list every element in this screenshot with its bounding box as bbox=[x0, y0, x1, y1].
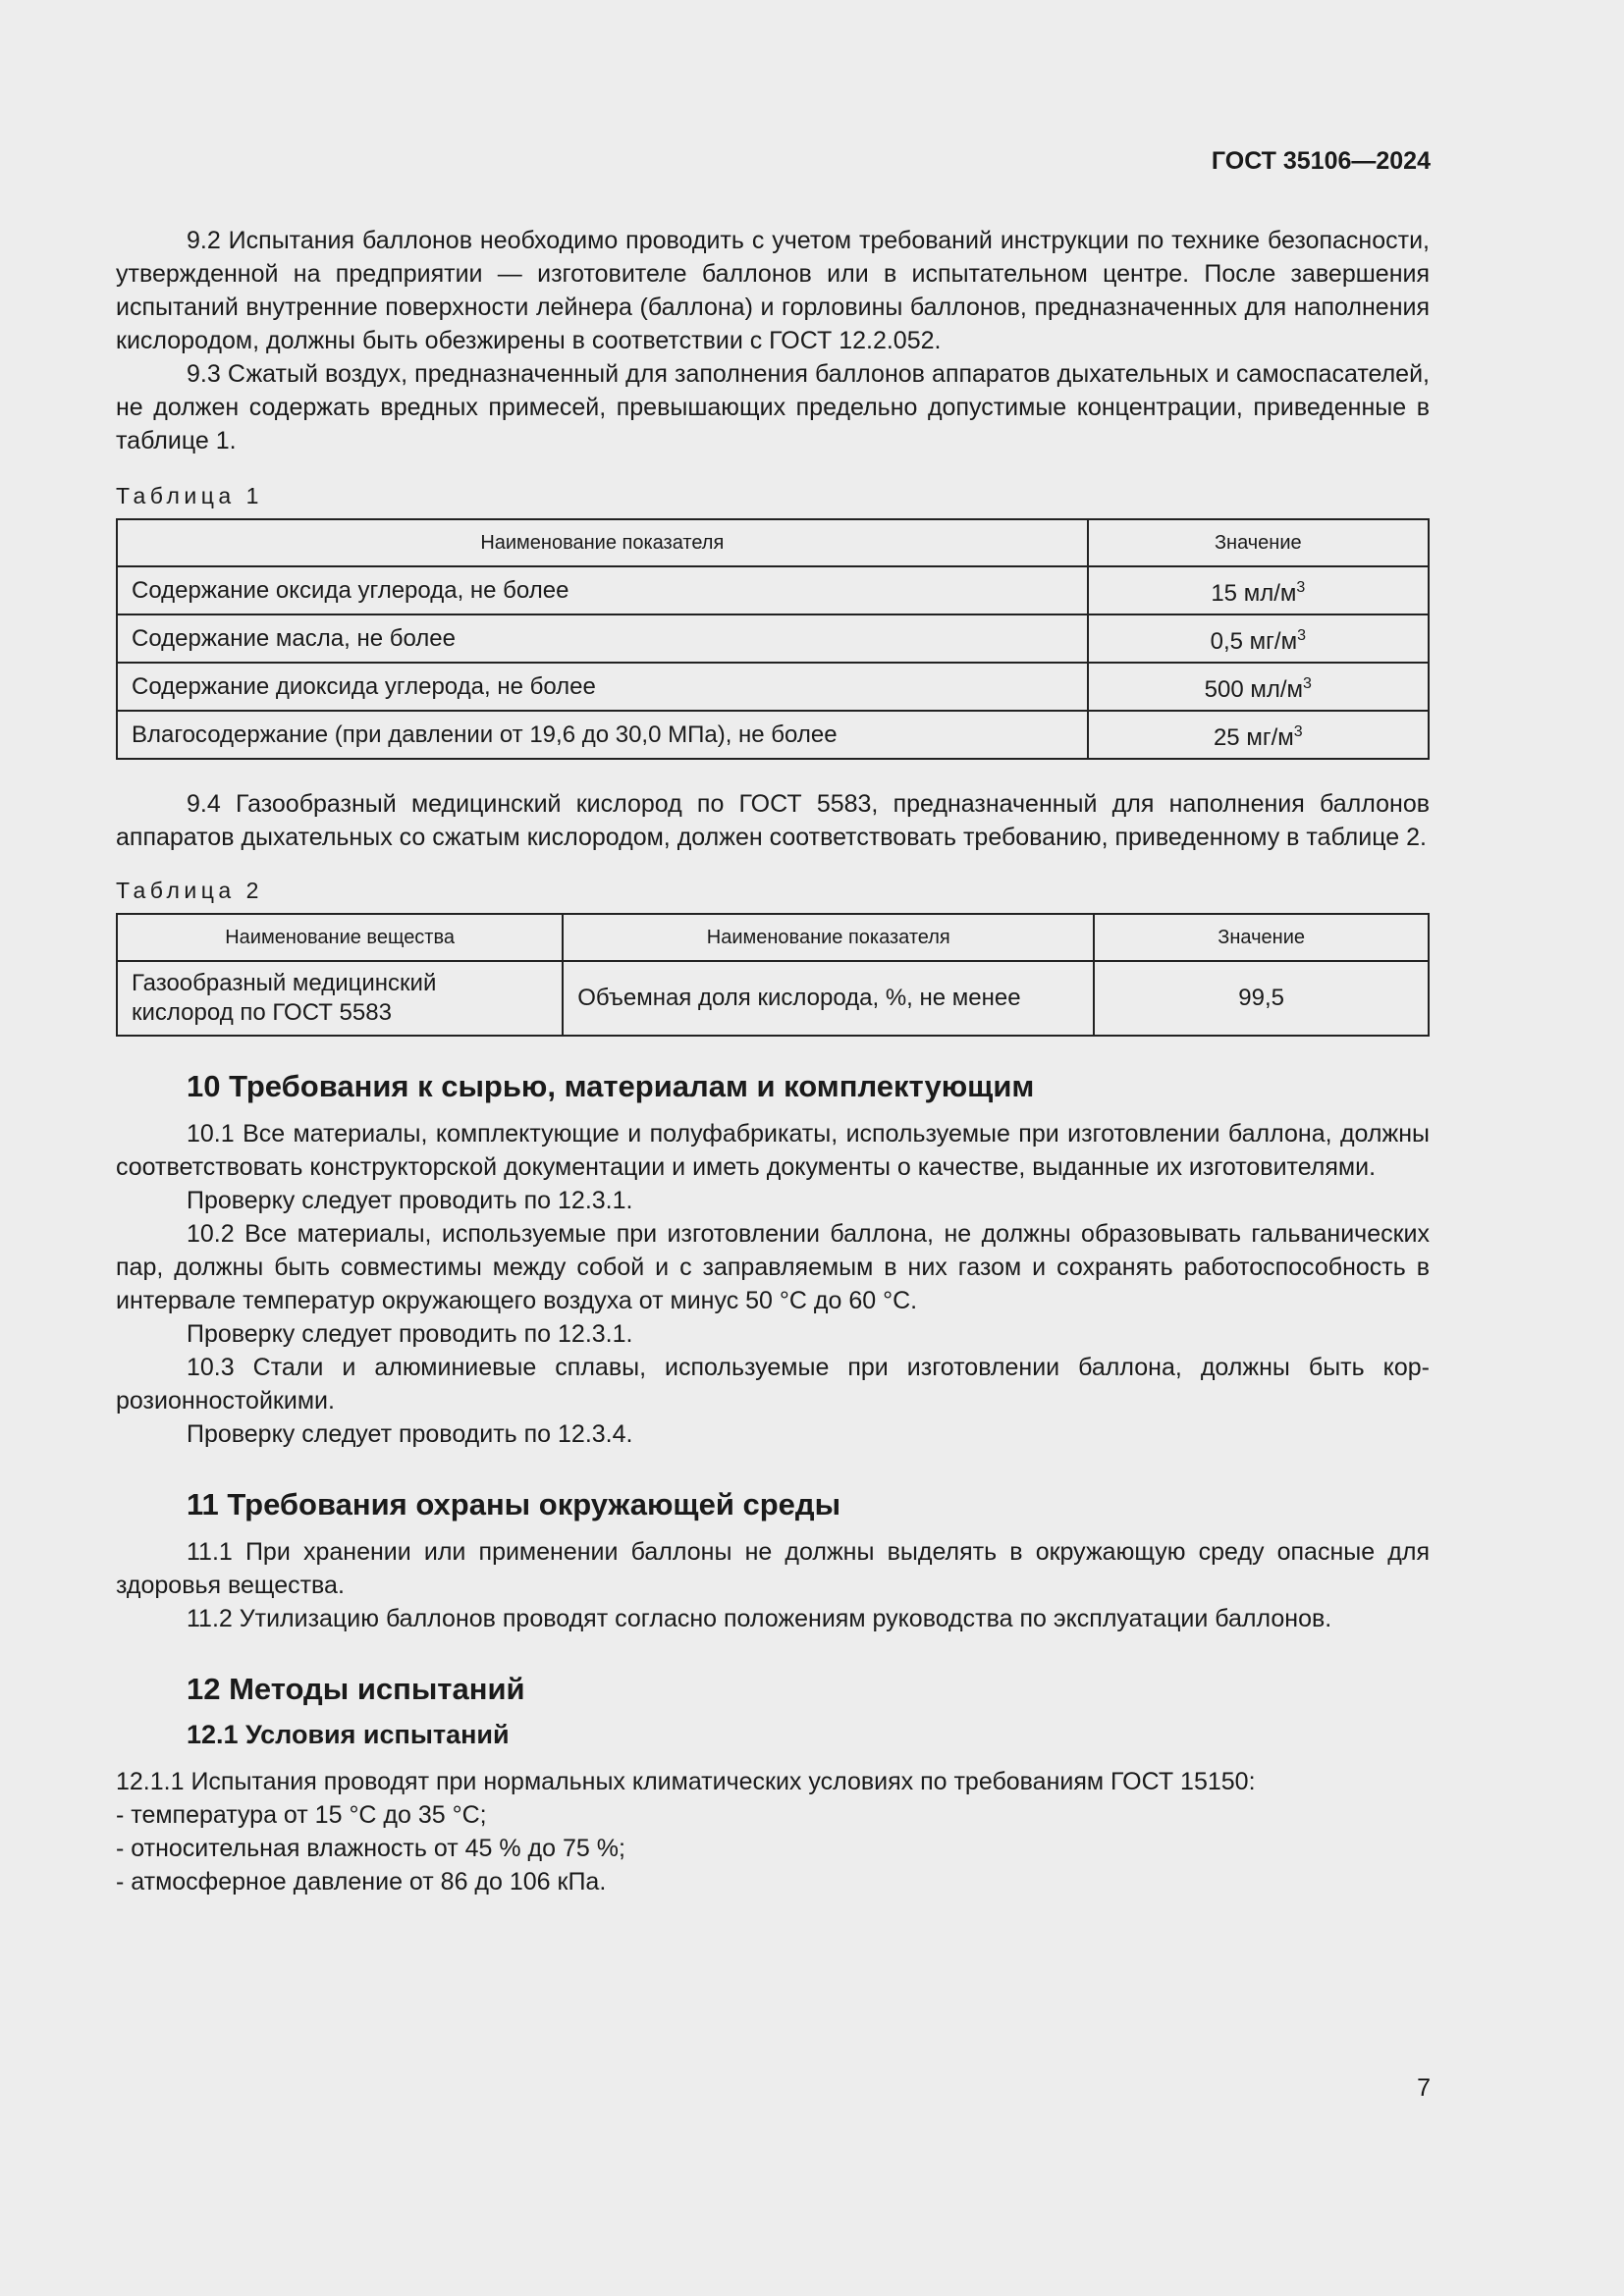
paragraph-11-2: 11.2 Утилизацию баллонов проводят согласно положениям руководства по эксплуатации баллонов. bbox=[187, 1605, 1332, 1632]
table-2-header-value: Значение bbox=[1094, 914, 1429, 961]
paragraph-10-3-check: Проверку следует проводить по 12.3.4. bbox=[187, 1420, 633, 1448]
superscript: 3 bbox=[1303, 674, 1312, 692]
paragraph-10-2-check: Проверку следует проводить по 12.3.1. bbox=[187, 1320, 633, 1348]
page-number: 7 bbox=[1417, 2074, 1431, 2102]
table-cell-substance bbox=[117, 961, 563, 1036]
paragraph-9-4: 9.4 Газообразный медицинский кислород по ГОСТ 5583, предназначенный для наполнения баллонов аппаратов дыхательных со сжатым кислородом, должен соответствовать требованию, приведенному в таблице 2. bbox=[116, 790, 1430, 851]
section-10-title: 10 Требования к сырью, материалам и комплектующим bbox=[187, 1069, 1035, 1103]
table-1 bbox=[116, 518, 1430, 760]
table-2 bbox=[116, 913, 1430, 1037]
subsection-12-1-title: 12.1 Условия испытаний bbox=[187, 1720, 510, 1749]
section-11-title: 11 Требования охраны окружающей среды bbox=[187, 1487, 841, 1522]
list-item: - температура от 15 °С до 35 °С; bbox=[116, 1801, 487, 1829]
table-row bbox=[117, 961, 1429, 1036]
list-item: - относительная влажность от 45 % до 75 %; bbox=[116, 1835, 625, 1862]
table-cell-value bbox=[1088, 614, 1429, 663]
table-cell-indicator: Содержание диоксида углерода, не более bbox=[117, 663, 1088, 711]
table-row bbox=[117, 711, 1429, 759]
paragraph-9-3: 9.3 Сжатый воздух, предназначенный для заполнения баллонов аппаратов дыхательных и самоспасателей, не должен содержать вредных примесей, превышающих предельно допустимые концентрации, приведенные в таблице 1. bbox=[116, 360, 1430, 454]
list-item: - атмосферное давление от 86 до 106 кПа. bbox=[116, 1868, 607, 1896]
table-cell-indicator: Объемная доля кислорода, %, не менее bbox=[563, 961, 1094, 1036]
table-1-header-value: Значение bbox=[1088, 519, 1429, 566]
paragraph-12-1-1: 12.1.1 Испытания проводят при нормальных климатических условиях по требованиям ГОСТ 15150: bbox=[116, 1768, 1256, 1795]
table-cell-indicator: Содержание оксида углерода, не более bbox=[117, 566, 1088, 614]
table-1-header-indicator: Наименование показателя bbox=[117, 519, 1088, 566]
table-cell-value bbox=[1088, 711, 1429, 759]
table-2-header-substance: Наименование вещества bbox=[117, 914, 563, 961]
superscript: 3 bbox=[1297, 626, 1306, 644]
value-text: 500 мл/м bbox=[1204, 675, 1304, 703]
table-row bbox=[117, 566, 1429, 614]
table-2-header-indicator: Наименование показателя bbox=[563, 914, 1094, 961]
paragraph-10-1: 10.1 Все материалы, комплектующие и полуфабрикаты, используемые при изготовлении баллона, должны соответствовать конструкторской документации и иметь документы о качестве, выданные их изготовителями. bbox=[116, 1120, 1430, 1181]
document-id: ГОСТ 35106—2024 bbox=[1211, 147, 1431, 175]
table-cell-value bbox=[1088, 566, 1429, 614]
table-cell-indicator: Содержание масла, не более bbox=[117, 614, 1088, 663]
section-12-title: 12 Методы испытаний bbox=[187, 1672, 525, 1706]
paragraph-10-1-check: Проверку следует проводить по 12.3.1. bbox=[187, 1187, 633, 1214]
table-1-header-row bbox=[117, 519, 1429, 566]
superscript: 3 bbox=[1293, 722, 1303, 740]
table-row bbox=[117, 614, 1429, 663]
paragraph-10-2: 10.2 Все материалы, используемые при изготовлении баллона, не должны образовывать гальванических пар, должны быть совместимы между собой и с заправляемым в них газом и сохранять работоспособность в интервале температур окружающего воздуха от минус 50 °С до 60 °С. bbox=[116, 1220, 1430, 1314]
value-text: 0,5 мг/м bbox=[1210, 627, 1298, 655]
table-cell-value: 99,5 bbox=[1094, 961, 1429, 1036]
table-1-caption: Таблица 1 bbox=[116, 483, 263, 508]
table-cell-value bbox=[1088, 663, 1429, 711]
superscript: 3 bbox=[1296, 578, 1306, 596]
substance-line-2: кислород по ГОСТ 5583 bbox=[132, 999, 392, 1026]
paragraph-10-3: 10.3 Стали и алюминиевые сплавы, используемые при изготовлении баллона, должны быть коррозионностойкими. bbox=[116, 1354, 1430, 1415]
page-content bbox=[116, 224, 1430, 1898]
paragraph-11-1: 11.1 При хранении или применении баллоны не должны выделять в окружающую среду опасные для здоровья вещества. bbox=[116, 1538, 1430, 1599]
table-2-caption: Таблица 2 bbox=[116, 878, 263, 903]
substance-line-1: Газообразный медицинский bbox=[132, 970, 437, 996]
table-2-header-row bbox=[117, 914, 1429, 961]
table-cell-indicator: Влагосодержание (при давлении от 19,6 до 30,0 МПа), не более bbox=[117, 711, 1088, 759]
paragraph-9-2: 9.2 Испытания баллонов необходимо проводить с учетом требований инструкции по технике безопасности, утвержденной на предприятии — изготовителе баллонов или в испытательном центре. После завершения испытаний внутренние поверхности лейнера (баллона) и горловины баллонов, предназначенных для наполнения кислородом, должны быть обезжирены в соответствии с ГОСТ 12.2.052. bbox=[116, 227, 1430, 354]
value-text: 15 мл/м bbox=[1211, 579, 1297, 607]
table-row bbox=[117, 663, 1429, 711]
value-text: 25 мг/м bbox=[1213, 723, 1294, 751]
